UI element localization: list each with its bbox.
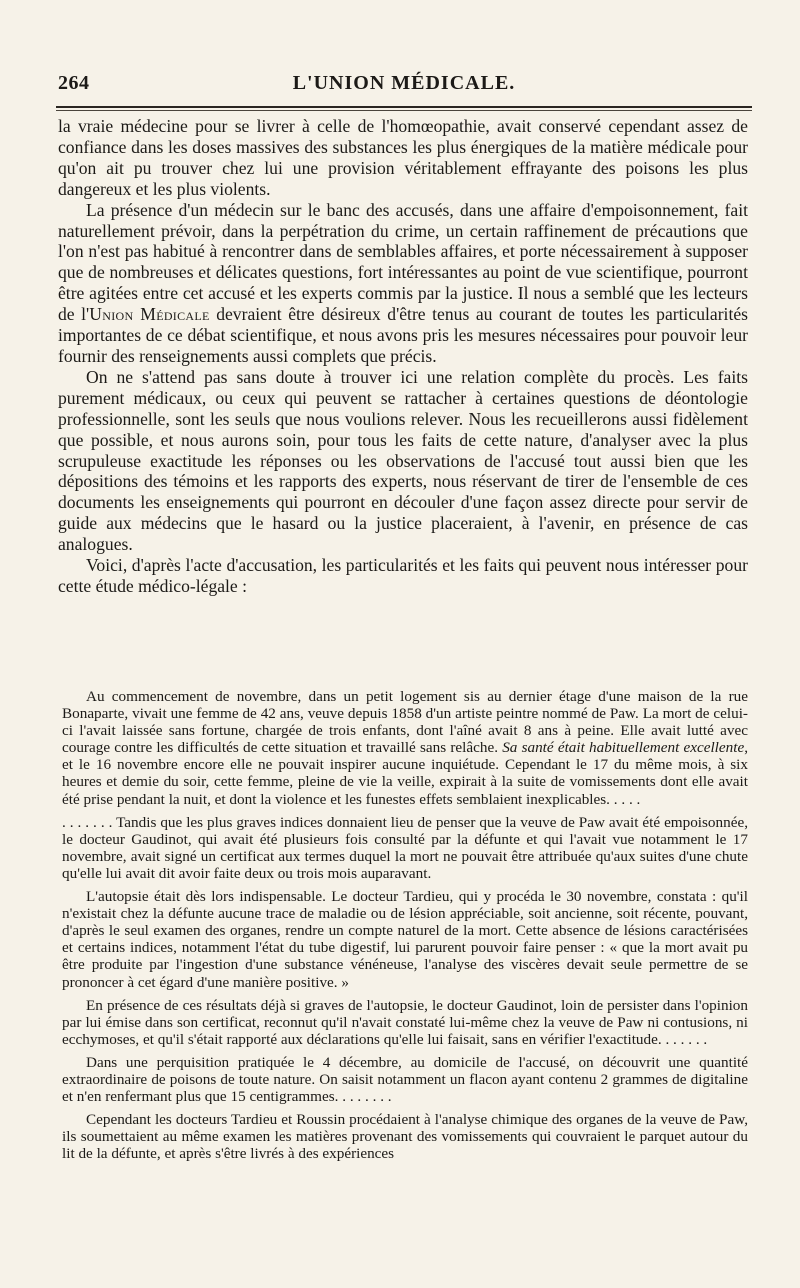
excerpt-1-italic: Sa santé était habituellement excellente [502, 739, 745, 757]
excerpt-1-part-b: , et le 16 novembre encore elle ne pouvait inspirer aucune inquiétude. Cependant le 17 du même mois, à six heures et demie du soir, cette femme, pleine de vie la veille, expirait à la suite de vomissements dont elle avait été prise pendant la nuit, et dont la violence et les funestes effets semblaient inexplicables. . . . . [62, 739, 748, 808]
header-rule [56, 106, 752, 108]
indictment-excerpt [62, 688, 748, 1168]
journal-title: L'UNION MÉDICALE. [292, 72, 516, 94]
page-number: 264 [58, 72, 90, 94]
main-text [58, 116, 748, 597]
excerpt-paragraph-2: . . . . . . . Tandis que les plus graves indices donnaient lieu de penser que la veuve de Paw avait été empoisonnée, le docteur Gaudinot, qui avait été plusieurs fois consulté par la défunte et qui l'avait vue notamment le 17 novembre, avait signé un certificat aux termes duquel la mort ne pouvait être attribuée qu'aux suites d'une chute qu'elle lui avait dit avoir faite deux ou trois mois auparavant. [62, 813, 748, 882]
paragraph-4: Voici, d'après l'acte d'accusation, les particularités et les faits qui peuvent nous intéresser pour cette étude médico-légale : [58, 555, 748, 596]
paragraph-2-part-a: La présence d'un médecin sur le banc des accusés, dans une affaire d'empoisonnement, fait naturellement prévoir, dans la perpétration du crime, un certain raffinement de précautions que l'on n'est pas habitué à rencontrer dans de semblables affaires, et porte nécessairement à supposer que de nombreuses et délicates questions, fort intéressantes au point de vue scientifique, pourront être agitées entre cet accusé et les experts commis par la justice. Il nous a semblé que les lecteurs de l' [58, 199, 748, 325]
excerpt-paragraph-6: Cependant les docteurs Tardieu et Roussin procédaient à l'analyse chimique des organes de la veuve de Paw, ils soumettaient au même examen les matières provenant des vomissements qui couvraient le parquet autour du lit de la défunte, et après s'être livrés à des expériences [62, 1111, 748, 1163]
excerpt-paragraph-3: L'autopsie était dès lors indispensable. Le docteur Tardieu, qui y procéda le 30 novembre, constata : qu'il n'existait chez la défunte aucune trace de maladie ou de lésion appréciable, soit ancienne, soit récente, pouvant, d'après le seul examen des organes, rendre un compte naturel de la mort. Cette absence de lésions caractérisées et certains indices, notamment l'état du tube digestif, lui parurent pouvoir faire penser : « que la mort avait pu être produite par l'ingestion d'une substance vénéneuse, l'analyse des viscères devait seule permettre de se prononcer à cet égard d'une manière positive. » [62, 888, 748, 991]
journal-name-smallcaps: Union Médicale [89, 304, 210, 325]
excerpt-paragraph-1 [62, 688, 748, 808]
paragraph-1: la vraie médecine pour se livrer à celle de l'homœopathie, avait conservé cependant assez de confiance dans les doses massives des substances les plus énergiques de la matière médicale pour qu'on ait pu trouver chez lui une provision véritablement effrayante des poisons les plus dangereux et les plus violents. [58, 116, 748, 199]
excerpt-paragraph-4: En présence de ces résultats déjà si graves de l'autopsie, le docteur Gaudinot, loin de persister dans l'opinion par lui émise dans son certificat, reconnut qu'il n'avait constaté lui-même chez la veuve de Paw ni contusions, ni ecchymoses, et qu'il s'était rapporté aux déclarations qu'elle lui faisait, sans en vérifier l'exactitude. . . . . . . [62, 996, 748, 1048]
page-header [58, 72, 750, 102]
excerpt-1-part-a: Au commencement de novembre, dans un petit logement sis au dernier étage d'une maison de la rue Bonaparte, vivait une femme de 42 ans, veuve depuis 1858 d'un artiste peintre nommé de Paw. La mort de celui-ci l'avait laissée sans fortune, chargée de trois enfants, dont l'aîné avait 8 ans à peine. Elle avait lutté avec courage contre les difficultés de cette situation et travaillé sans relâche. [62, 688, 748, 757]
paragraph-2 [58, 200, 748, 367]
header-rule-thin [56, 110, 752, 111]
paragraph-3: On ne s'attend pas sans doute à trouver ici une relation complète du procès. Les faits purement médicaux, ou ceux qui peuvent se rattacher à certaines questions de déontologie professionnelle, sont les seuls que nous voulions relever. Nous les recueillerons aussi fidèlement que possible, et nous aurons soin, pour tous les faits de cette nature, d'analyser avec la plus scrupuleuse exactitude les réponses ou les observations de l'accusé tout aussi bien que les dépositions des témoins et les rapports des experts, nous réservant de tirer de l'ensemble de ces documents les enseignements qui pourront en découler d'une façon assez directe pour servir de guide aux médecins que le hasard ou la justice placeraient, à l'avenir, en présence de cas analogues. [58, 366, 748, 555]
excerpt-paragraph-5: Dans une perquisition pratiquée le 4 décembre, au domicile de l'accusé, on découvrit une quantité extraordinaire de poisons de toute nature. On saisit notamment un flacon ayant contenu 2 grammes de digitaline et n'en renfermant plus que 15 centigrammes. . . . . . . . [62, 1053, 748, 1106]
paragraph-2-part-b: devraient être désireux d'être tenus au courant de toutes les particularités importantes de ce débat scientifique, et nous avons pris les mesures nécessaires pour pouvoir leur fournir des renseignements aussi complets que précis. [58, 304, 748, 366]
